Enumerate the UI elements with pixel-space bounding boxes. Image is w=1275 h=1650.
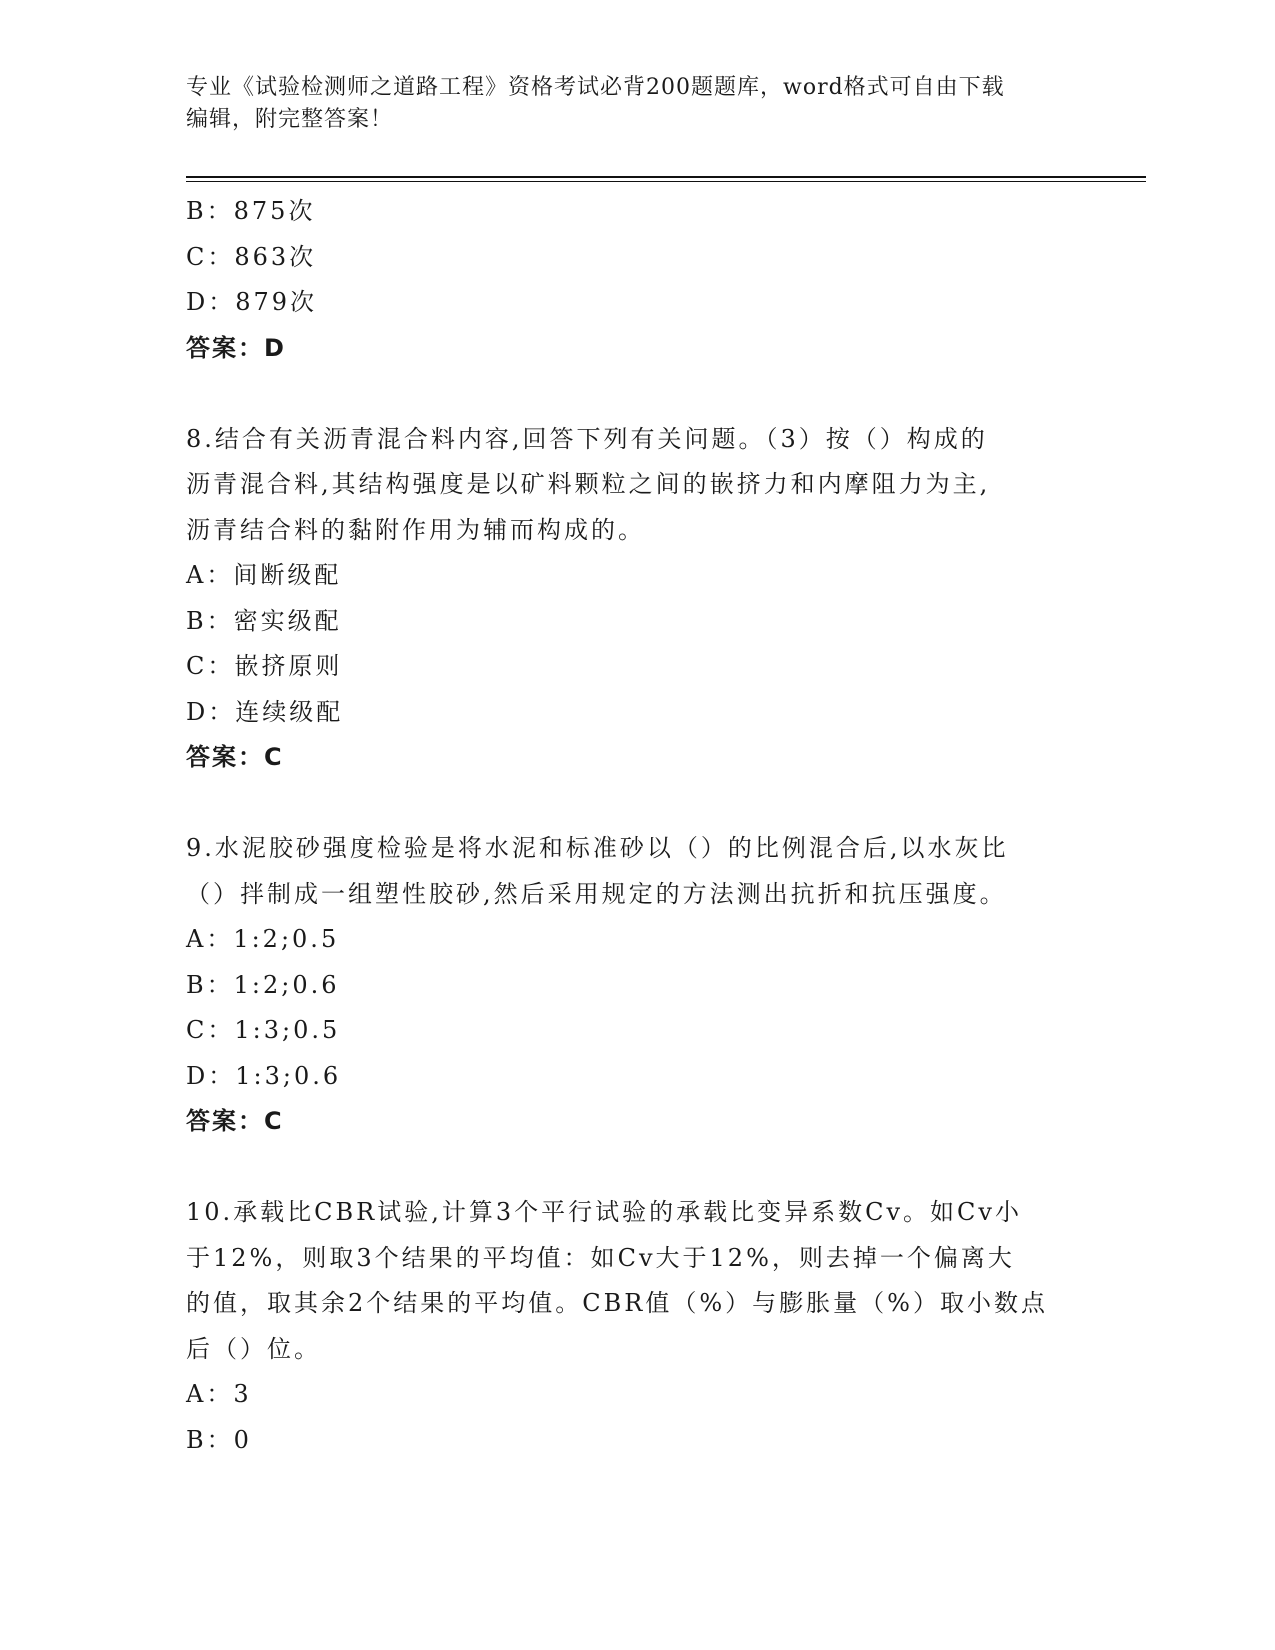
option-b: B：1:2;0.6: [186, 970, 340, 999]
document-header: [186, 72, 1086, 136]
spacer: [186, 781, 1086, 827]
question-content: [186, 189, 1086, 1463]
question-9: [186, 826, 1086, 1145]
option-b: B：875次: [186, 197, 316, 225]
question-7-answer: 答案：D: [186, 333, 286, 362]
question-10: [186, 1190, 1086, 1463]
option-c: C：1:3;0.5: [186, 1016, 341, 1044]
option-c: C：863次: [186, 242, 317, 271]
option-d: D：1:3;0.6: [186, 1061, 342, 1090]
question-9-text-line-2: （）拌制成一组塑性胶砂,然后采用规定的方法测出抗折和抗压强度。: [186, 879, 1007, 908]
option-d: D：连续级配: [186, 697, 344, 726]
question-8-text-line-2: 沥青混合料,其结构强度是以矿料颗粒之间的嵌挤力和内摩阻力为主,: [186, 470, 991, 498]
option-b: B：密实级配: [186, 606, 342, 635]
header-line-2: 编辑，附完整答案！: [186, 107, 394, 132]
option-a: A：1:2;0.5: [186, 925, 340, 953]
question-8-answer: 答案：C: [186, 743, 284, 771]
header-rule-thin: [186, 181, 1146, 182]
option-a: A：3: [186, 1380, 252, 1408]
question-9-text-line-1: 9.水泥胶砂强度检验是将水泥和标准砂以（）的比例混合后,以水灰比: [186, 834, 1009, 862]
header-line-1: 专业《试验检测师之道路工程》资格考试必背200题题库，word格式可自由下载: [186, 75, 1005, 100]
option-d: D：879次: [186, 288, 318, 316]
question-8: [186, 417, 1086, 781]
question-10-text-line-2: 于12%，则取3个结果的平均值：如Cv大于12%，则去掉一个偏离大: [186, 1243, 1015, 1272]
option-c: C：嵌挤原则: [186, 652, 343, 680]
question-9-answer: 答案：C: [186, 1107, 284, 1135]
question-7-options: [186, 189, 1086, 326]
spacer: [186, 371, 1086, 417]
option-a: A：间断级配: [186, 561, 342, 589]
question-10-text-line-1: 10.承载比CBR试验,计算3个平行试验的承载比变异系数Cv。如Cv小: [186, 1198, 1022, 1226]
question-8-text-line-1: 8.结合有关沥青混合料内容,回答下列有关问题。（3）按（）构成的: [186, 424, 988, 453]
option-b: B：0: [186, 1425, 252, 1454]
question-8-text-line-3: 沥青结合料的黏附作用为辅而构成的。: [186, 515, 645, 544]
question-10-text-line-4: 后（）位。: [186, 1334, 321, 1363]
question-10-text-line-3: 的值，取其余2个结果的平均值。CBR值（%）与膨胀量（%）取小数点: [186, 1289, 1048, 1317]
header-rule-thick: [186, 176, 1146, 178]
spacer: [186, 1145, 1086, 1191]
